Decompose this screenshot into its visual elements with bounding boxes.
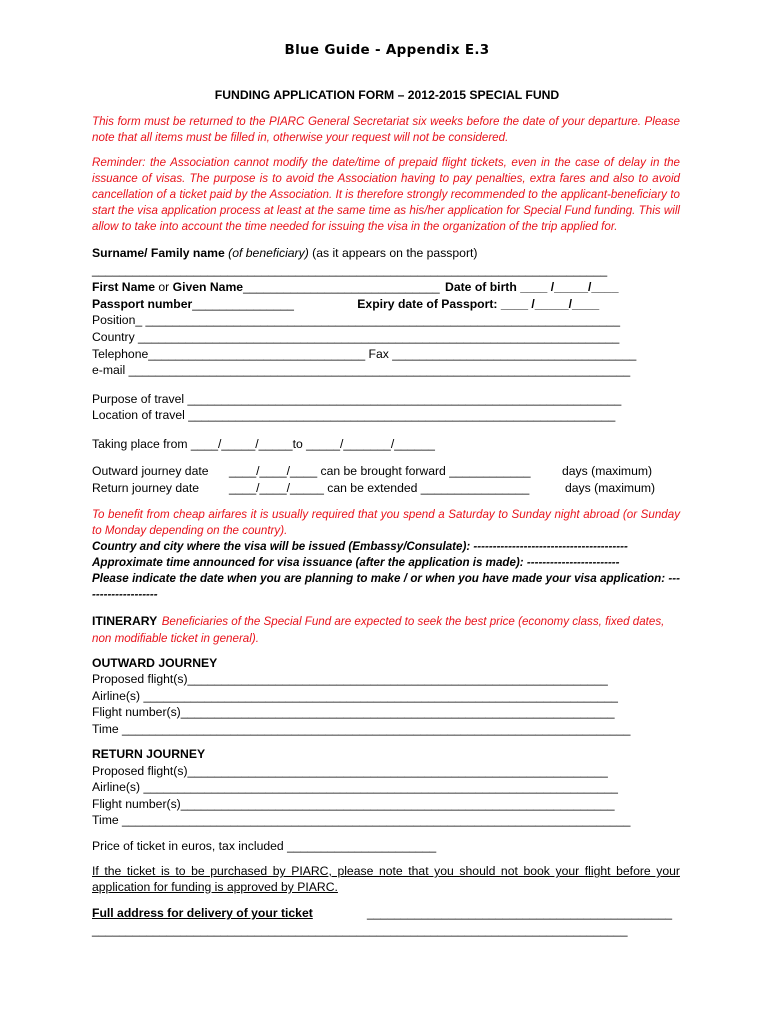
itinerary-block bbox=[92, 613, 680, 647]
outward-time-field[interactable]: Time ___________________________________________________________________________ bbox=[92, 722, 631, 736]
outward-flights-field[interactable]: Proposed flight(s)______________________________________________________________ bbox=[92, 672, 608, 686]
visa-time-field[interactable]: Approximate time announced for visa issuance (after the application is made): ------------------------ bbox=[92, 556, 620, 569]
return-time-field[interactable]: Time ___________________________________________________________________________ bbox=[92, 813, 631, 827]
return-date-row bbox=[92, 480, 682, 496]
surname-label: Surname/ Family name bbox=[92, 246, 225, 260]
return-flights-field[interactable]: Proposed flight(s)______________________________________________________________ bbox=[92, 764, 608, 778]
telephone-fax-field[interactable]: Telephone________________________________ Fax ____________________________________ bbox=[92, 347, 637, 361]
taking-place-field[interactable]: Taking place from ____/_____/_____to _____/_______/______ bbox=[92, 437, 435, 451]
first-name-field[interactable]: _____________________________ bbox=[243, 280, 440, 294]
passport-row bbox=[92, 296, 682, 312]
location-field[interactable]: Location of travel _______________________________________________________________ bbox=[92, 408, 616, 422]
cheap-airfare-note: To benefit from cheap airfares it is usually required that you spend a Saturday to Sunday night abroad (or Sunday to Monday depending on the country). bbox=[92, 508, 680, 537]
delivery-address-field-2[interactable]: _______________________________________________________________________________ bbox=[92, 923, 628, 937]
position-field[interactable]: Position_ ______________________________________________________________________ bbox=[92, 313, 620, 327]
visa-reminder: Reminder: the Association cannot modify the date/time of prepaid flight tickets, even in the case of delay in the issuance of visas. The purpose is to avoid the Association having to pay penalties, extra fares and also to avoid cancellation of a ticket paid by the Association. It is therefore strongly recommended to the applicant-beneficiary to start the visa application process at least at the same time as his/her application for Special Fund funding. This will allow to take into account the time needed for issuing the visa in the organization of the trip applied for. bbox=[92, 156, 680, 233]
surname-row bbox=[92, 245, 682, 261]
return-date-label: Return journey date bbox=[92, 481, 200, 495]
outward-flight-number-field[interactable]: Flight number(s)________________________________________________________________ bbox=[92, 705, 615, 719]
visa-date-field[interactable]: Please indicate the date when you are planning to make / or when you have made your visa application: -------------------- bbox=[92, 572, 680, 601]
email-field[interactable]: e-mail __________________________________________________________________________ bbox=[92, 363, 631, 377]
surname-note-italic: (of beneficiary) bbox=[228, 246, 309, 260]
outward-journey-heading: OUTWARD JOURNEY bbox=[92, 656, 218, 670]
country-field[interactable]: Country _______________________________________________________________________ bbox=[92, 330, 620, 344]
or-text: or bbox=[158, 280, 170, 294]
return-days-label: days (maximum) bbox=[565, 481, 656, 495]
itinerary-note: Beneficiaries of the Special Fund are expected to seek the best price (economy class, fixed dates, non modifiable ticket in general). bbox=[92, 615, 665, 645]
surname-field[interactable]: ____________________________________________________________________________ bbox=[92, 263, 608, 277]
itinerary-label: ITINERARY bbox=[92, 614, 158, 628]
passport-field[interactable]: _______________ bbox=[192, 297, 294, 311]
expiry-label: Expiry date of Passport: bbox=[357, 297, 498, 311]
return-date-field[interactable]: ____/____/_____ can be extended ________________ bbox=[229, 481, 530, 495]
visa-country-field[interactable]: Country and city where the visa will be issued (Embassy/Consulate): ---------------------------------------- bbox=[92, 540, 628, 553]
first-name-row bbox=[92, 279, 682, 295]
surname-note: (as it appears on the passport) bbox=[312, 246, 478, 260]
outward-airlines-field[interactable]: Airline(s) ______________________________________________________________________ bbox=[92, 689, 618, 703]
first-name-label: First Name bbox=[92, 280, 155, 294]
form-subtitle: FUNDING APPLICATION FORM – 2012-2015 SPECIAL FUND bbox=[214, 88, 560, 102]
return-flight-number-field[interactable]: Flight number(s)________________________________________________________________ bbox=[92, 797, 615, 811]
return-journey-heading: RETURN JOURNEY bbox=[92, 747, 206, 761]
passport-label: Passport number bbox=[92, 297, 193, 311]
delivery-address-label: Full address for delivery of your ticket bbox=[92, 906, 313, 920]
outward-date-row bbox=[92, 463, 682, 479]
outward-date-label: Outward journey date bbox=[92, 464, 209, 478]
dob-label: Date of birth bbox=[445, 280, 517, 294]
delivery-address-field[interactable]: _____________________________________________ bbox=[367, 906, 673, 920]
outward-date-field[interactable]: ____/____/____ can be brought forward ____________ bbox=[229, 464, 531, 478]
purpose-field[interactable]: Purpose of travel ________________________________________________________________ bbox=[92, 392, 622, 406]
outward-days-label: days (maximum) bbox=[562, 464, 653, 478]
purchase-note: If the ticket is to be purchased by PIARC, please note that you should not book your flight before your application for funding is approved by PIARC. bbox=[92, 864, 680, 894]
ticket-price-field[interactable]: Price of ticket in euros, tax included ______________________ bbox=[92, 839, 437, 853]
return-notice: This form must be returned to the PIARC General Secretariat six weeks before the date of your departure. Please note that all items must be filled in, otherwise your request will not be considered. bbox=[92, 115, 680, 144]
given-name-label: Given Name bbox=[172, 280, 244, 294]
expiry-field[interactable]: ____ /_____/____ bbox=[500, 297, 600, 311]
delivery-address-row bbox=[92, 905, 682, 921]
document-title: Blue Guide - Appendix E.3 bbox=[284, 42, 490, 58]
dob-field[interactable]: ____ /_____/____ bbox=[520, 280, 619, 294]
return-airlines-field[interactable]: Airline(s) ______________________________________________________________________ bbox=[92, 780, 618, 794]
